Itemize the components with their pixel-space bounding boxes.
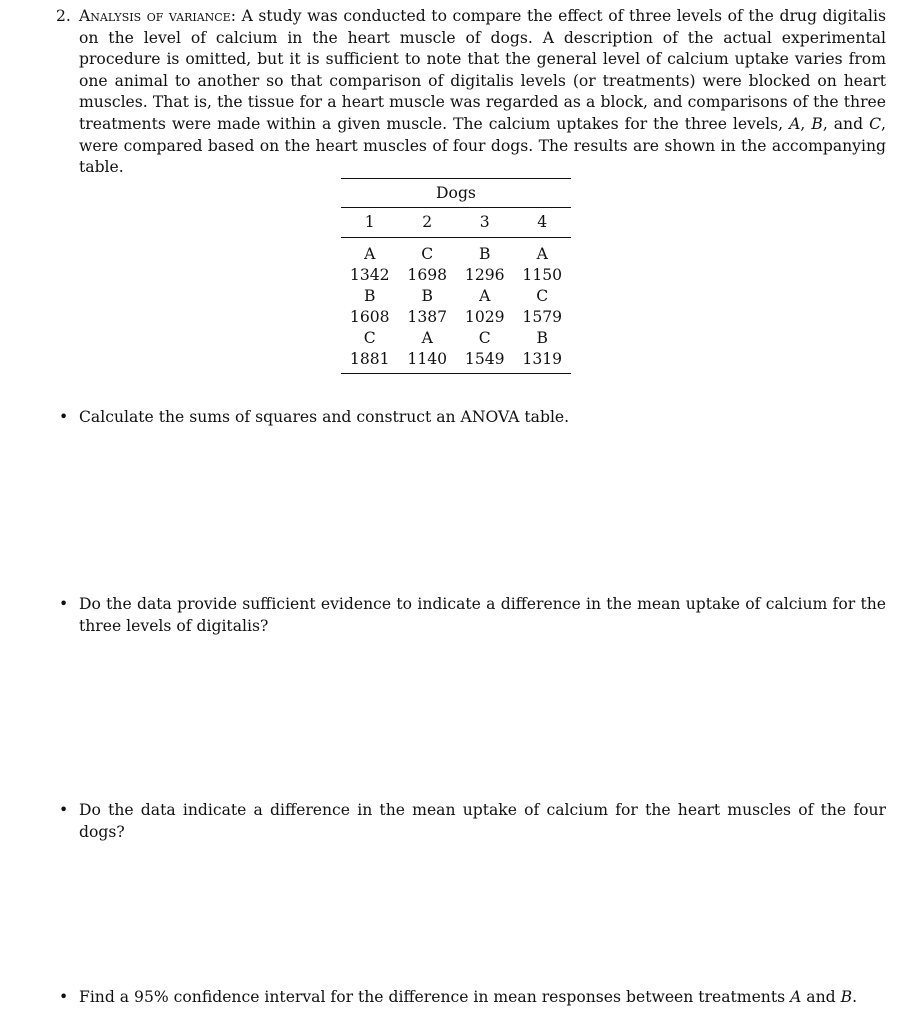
- table-cell: A: [364, 245, 376, 263]
- table-cell: 1029: [464, 308, 505, 326]
- table-row: [341, 238, 571, 266]
- question-3: [56, 800, 886, 843]
- table-cell: C: [363, 329, 376, 347]
- table-cell: 1549: [456, 349, 514, 374]
- table-cell: 1387: [407, 308, 448, 326]
- table-row: [341, 328, 571, 349]
- table-cell: A: [536, 245, 548, 263]
- problem-outro: , were compared based on the heart muscles of four dogs. The results are shown in the accompanying table.: [79, 114, 886, 177]
- table-cell: B: [421, 287, 433, 305]
- level-c: C: [869, 114, 882, 133]
- table-column-header-row: [341, 208, 571, 238]
- table-cell: 1296: [464, 266, 505, 284]
- question-text: Do the data indicate a difference in the mean uptake of calcium for the heart muscles of the four dogs?: [79, 801, 886, 841]
- table-group-header-row: [341, 179, 571, 208]
- table-cell: 1608: [349, 308, 390, 326]
- table-cell: B: [364, 287, 376, 305]
- table-row: [341, 286, 571, 307]
- question-4-post: .: [852, 988, 858, 1006]
- bullet-icon: •: [59, 408, 69, 426]
- question-4-pre: Find a 95% confidence interval for the difference in mean responses between treatments: [79, 988, 791, 1006]
- problem-number: 2.: [56, 7, 71, 25]
- problem-title: Analysis of variance:: [79, 7, 236, 25]
- treatment-a: A: [790, 988, 802, 1006]
- table-cell: C: [478, 329, 491, 347]
- treatment-b: B: [840, 988, 853, 1006]
- table-group-header: Dogs: [341, 179, 571, 208]
- column-header: 2: [399, 208, 457, 238]
- table-row: [341, 265, 571, 286]
- question-text: Do the data provide sufficient evidence to indicate a difference in the mean uptake of calcium for the three levels of digitalis?: [79, 595, 886, 635]
- separator-2: , and: [822, 114, 870, 133]
- table-cell: 1342: [349, 266, 390, 284]
- table-cell: 1140: [399, 349, 457, 374]
- question-text: [79, 987, 886, 1009]
- table-cell: 1319: [514, 349, 572, 374]
- table-cell: B: [536, 329, 548, 347]
- question-1: [56, 407, 886, 429]
- table-cell: C: [536, 287, 549, 305]
- table-cell: 1881: [341, 349, 399, 374]
- problem-text: [79, 6, 886, 179]
- question-2: [56, 594, 886, 637]
- table-row: [341, 349, 571, 374]
- table-cell: 1150: [522, 266, 563, 284]
- bullet-icon: •: [59, 988, 69, 1006]
- table-cell: B: [479, 245, 491, 263]
- level-b: B: [811, 114, 823, 133]
- question-4-mid: and: [801, 988, 841, 1006]
- level-a: A: [789, 114, 801, 133]
- bullet-icon: •: [59, 801, 69, 819]
- table-cell: A: [479, 287, 491, 305]
- column-header: 3: [456, 208, 514, 238]
- table-cell: 1579: [522, 308, 563, 326]
- separator-1: ,: [800, 114, 812, 133]
- table-row: [341, 307, 571, 328]
- question-4: [56, 987, 886, 1009]
- table-cell: 1698: [407, 266, 448, 284]
- bullet-icon: •: [59, 595, 69, 613]
- problem-intro: A study was conducted to compare the effect of three levels of the drug digitalis on the level of calcium in the heart muscle of dogs. A description of the actual experimental procedure is omitted, but it is sufficient to note that the general level of calcium uptake varies from one animal to another so that comparison of digitalis levels (or treatments) were blocked on heart muscles. That is, the tissue for a heart muscle was regarded as a block, and comparisons of the three treatments were made within a given muscle. The calcium uptakes for the three levels,: [79, 7, 886, 133]
- table-cell: A: [421, 329, 433, 347]
- column-header: 1: [341, 208, 399, 238]
- column-header: 4: [514, 208, 572, 238]
- data-table-container: [341, 178, 571, 374]
- data-table: [341, 178, 571, 374]
- problem-statement: [56, 6, 886, 179]
- table-cell: C: [421, 245, 434, 263]
- question-text: Calculate the sums of squares and construct an ANOVA table.: [79, 408, 570, 426]
